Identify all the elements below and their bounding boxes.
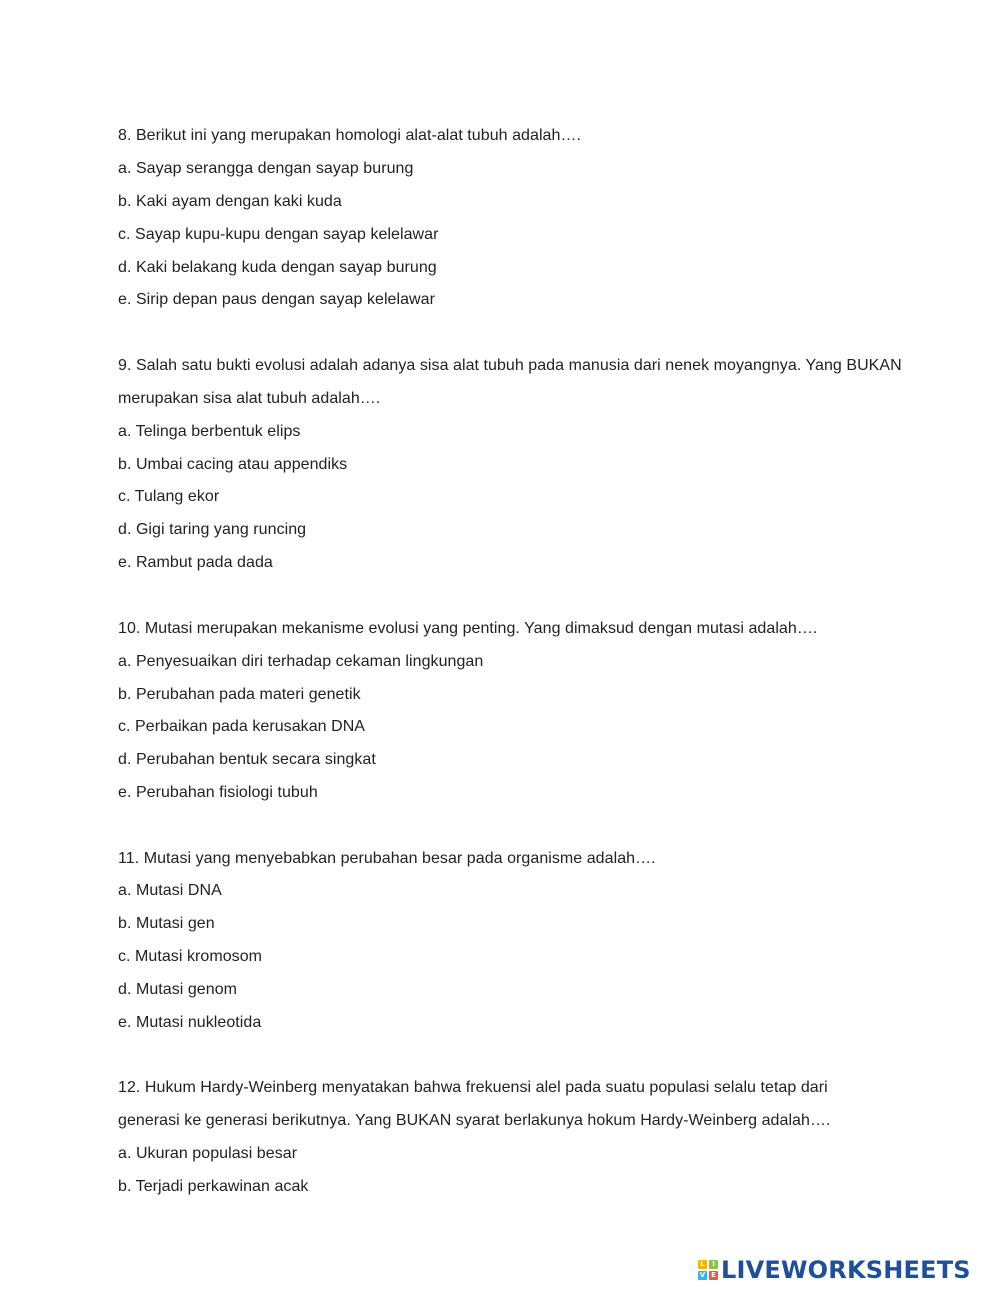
question-10-stem: 10. Mutasi merupakan mekanisme evolusi yang penting. Yang dimaksud dengan mutasi adalah….: [118, 620, 818, 637]
question-10-option-d: d. Perubahan bentuk secara singkat: [118, 751, 376, 768]
question-12-option-b: b. Terjadi perkawinan acak: [118, 1178, 309, 1195]
logo-mark-icon: [698, 1260, 718, 1280]
question-8-option-e: e. Sirip depan paus dengan sayap kelelawar: [118, 291, 435, 308]
question-12-stem-line-2: generasi ke generasi berikutnya. Yang BUKAN syarat berlakunya hokum Hardy-Weinberg adalah….: [118, 1112, 831, 1129]
question-8-option-b: b. Kaki ayam dengan kaki kuda: [118, 193, 342, 210]
logo-mark-tile-v: V: [699, 1271, 706, 1279]
question-11-option-a: a. Mutasi DNA: [118, 882, 222, 899]
question-11-option-b: b. Mutasi gen: [118, 915, 215, 932]
question-11-option-e: e. Mutasi nukleotida: [118, 1014, 262, 1031]
question-9-option-b: b. Umbai cacing atau appendiks: [118, 456, 348, 473]
question-9-option-e: e. Rambut pada dada: [118, 554, 273, 571]
question-10-option-b: b. Perubahan pada materi genetik: [118, 686, 361, 703]
question-10-option-c: c. Perbaikan pada kerusakan DNA: [118, 718, 366, 735]
question-9-option-a: a. Telinga berbentuk elips: [118, 423, 301, 440]
question-11-option-d: d. Mutasi genom: [118, 981, 238, 998]
logo-text: LIVEWORKSHEETS: [721, 1256, 971, 1284]
question-9-stem-line-2: merupakan sisa alat tubuh adalah….: [118, 390, 381, 407]
question-10-option-a: a. Penyesuaikan diri terhadap cekaman lingkungan: [118, 653, 484, 670]
logo-mark-tile-e: E: [709, 1271, 718, 1280]
logo-mark-tile-i: I: [709, 1260, 718, 1269]
logo-mark-tile-l: L: [698, 1260, 707, 1269]
question-8-option-c: c. Sayap kupu-kupu dengan sayap kelelawar: [118, 226, 439, 243]
question-8-option-d: d. Kaki belakang kuda dengan sayap burung: [118, 259, 437, 276]
question-9-option-c: c. Tulang ekor: [118, 488, 220, 505]
question-12-option-a: a. Ukuran populasi besar: [118, 1145, 298, 1162]
question-8-stem: 8. Berikut ini yang merupakan homologi alat-alat tubuh adalah….: [118, 127, 581, 144]
question-10-option-e: e. Perubahan fisiologi tubuh: [118, 784, 318, 801]
question-11-option-c: c. Mutasi kromosom: [118, 948, 263, 965]
liveworksheets-logo: [698, 1255, 971, 1285]
question-11-stem: 11. Mutasi yang menyebabkan perubahan besar pada organisme adalah….: [118, 850, 656, 867]
question-12-stem-line-1: 12. Hukum Hardy-Weinberg menyatakan bahwa frekuensi alel pada suatu populasi selalu tetap dari: [118, 1079, 828, 1096]
question-8-option-a: a. Sayap serangga dengan sayap burung: [118, 160, 414, 177]
question-9-stem-line-1: 9. Salah satu bukti evolusi adalah adanya sisa alat tubuh pada manusia dari nenek moyangnya. Yang BUKAN: [118, 357, 902, 374]
question-9-option-d: d. Gigi taring yang runcing: [118, 521, 307, 538]
